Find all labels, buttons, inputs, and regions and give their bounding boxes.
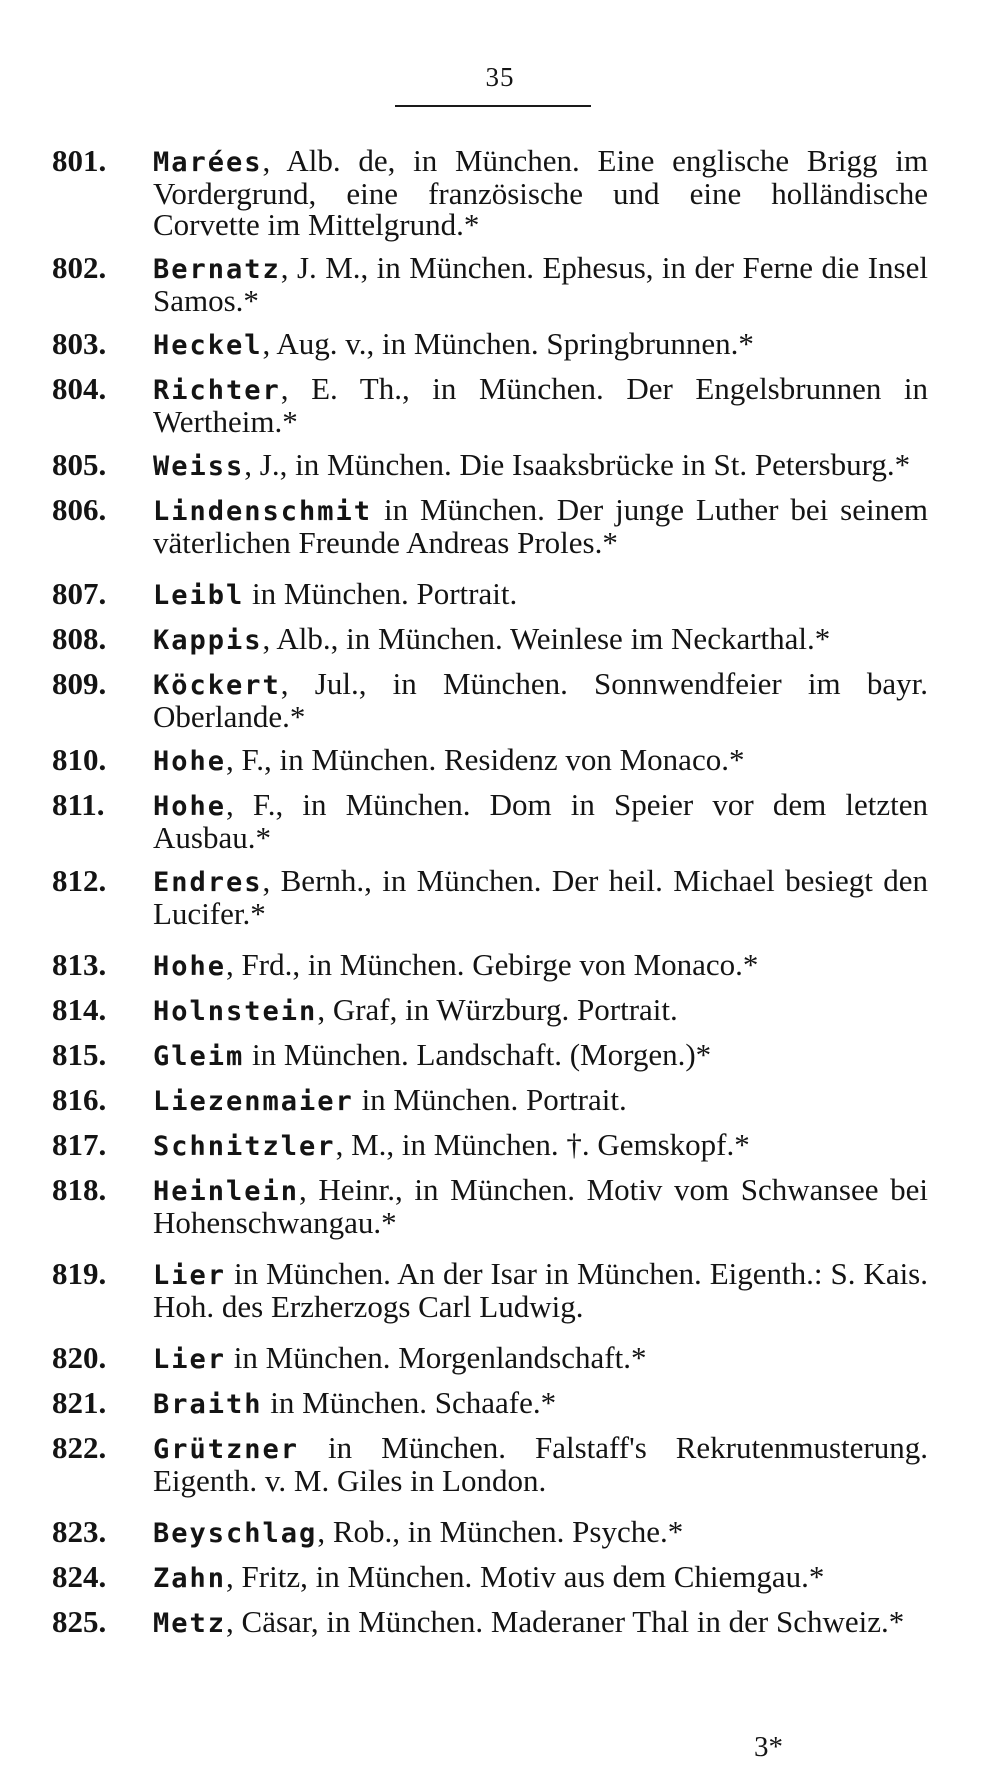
entry-text: , M., in München. †. Gemskopf.* (335, 1127, 750, 1162)
entry-text: , Graf, in Würzburg. Portrait. (317, 992, 678, 1027)
catalog-entry (52, 1432, 928, 1496)
artist-name: Hohe (153, 746, 227, 777)
entry-number: 821. (52, 1385, 107, 1420)
entry-text: in München. Landschaft. (Morgen.)* (244, 1037, 712, 1072)
catalog-entry (52, 252, 928, 316)
entry-text: , J., in München. Die Isaaksbrücke in St. Petersburg.* (244, 447, 911, 482)
entry-number: 818. (52, 1172, 107, 1207)
artist-name: Kappis (153, 625, 263, 656)
catalog-entry (52, 1258, 928, 1322)
artist-name: Grützner (153, 1434, 300, 1465)
artist-name: Heinlein (153, 1176, 300, 1207)
entry-number: 819. (52, 1256, 107, 1291)
entry-number: 816. (52, 1082, 107, 1117)
artist-name: Metz (153, 1608, 227, 1639)
entry-text: , Rob., in München. Psyche.* (317, 1514, 684, 1549)
catalog-entry (52, 1606, 928, 1639)
catalog-entry (52, 1387, 928, 1420)
entry-text: in München. Falstaff's Rekrutenmusterung. Eigenth. v. M. Giles in London. (153, 1430, 928, 1498)
catalog-entry (52, 449, 928, 482)
catalog-entries (52, 145, 928, 1651)
entry-text: , J. M., in München. Ephesus, in der Ferne die Insel Samos.* (153, 250, 928, 318)
entry-number: 820. (52, 1340, 107, 1375)
catalog-entry (52, 494, 928, 558)
artist-name: Hohe (153, 791, 227, 822)
catalog-entry (52, 668, 928, 732)
entry-number: 812. (52, 863, 107, 898)
artist-name: Braith (153, 1389, 263, 1420)
page-number: 35 (485, 62, 515, 92)
entry-number: 807. (52, 576, 107, 611)
artist-name: Heckel (153, 330, 263, 361)
entry-text: in München. Schaafe.* (262, 1385, 557, 1420)
entry-number: 822. (52, 1430, 107, 1465)
entry-text: , Bernh., in München. Der heil. Michael besiegt den Lucifer.* (153, 863, 928, 931)
catalog-entry (52, 789, 928, 853)
catalog-entry (52, 1039, 928, 1072)
artist-name: Leibl (153, 580, 245, 611)
header-rule (395, 105, 591, 107)
entry-text: , Aug. v., in München. Springbrunnen.* (262, 326, 754, 361)
entry-text: in München. Der junge Luther bei seinem väterlichen Freunde Andreas Proles.* (153, 492, 928, 560)
artist-name: Beyschlag (153, 1518, 318, 1549)
catalog-entry (52, 744, 928, 777)
catalog-entry (52, 865, 928, 929)
entry-number: 823. (52, 1514, 107, 1549)
artist-name: Zahn (153, 1563, 227, 1594)
catalog-entry (52, 623, 928, 656)
artist-name: Holnstein (153, 996, 318, 1027)
entry-text: , Fritz, in München. Motiv aus dem Chiemgau.* (226, 1559, 825, 1594)
entry-text: , Cäsar, in München. Maderaner Thal in der Schweiz.* (226, 1604, 905, 1639)
entry-number: 804. (52, 371, 107, 406)
artist-name: Marées (153, 147, 263, 178)
artist-name: Richter (153, 375, 281, 406)
artist-name: Liezenmaier (153, 1086, 354, 1117)
catalog-entry (52, 1516, 928, 1549)
entry-text: in München. Portrait. (244, 576, 518, 611)
artist-name: Köckert (153, 670, 281, 701)
catalog-entry (52, 1342, 928, 1375)
entry-number: 810. (52, 742, 107, 777)
artist-name: Endres (153, 867, 263, 898)
entry-number: 817. (52, 1127, 107, 1162)
entry-number: 801. (52, 143, 107, 178)
entry-text: , Alb., in München. Weinlese im Neckarthal.* (262, 621, 831, 656)
artist-name: Schnitzler (153, 1131, 336, 1162)
artist-name: Gleim (153, 1041, 245, 1072)
entry-number: 803. (52, 326, 107, 361)
artist-name: Weiss (153, 451, 245, 482)
artist-name: Lier (153, 1344, 227, 1375)
entry-text: , F., in München. Residenz von Monaco.* (226, 742, 745, 777)
entry-text: , Frd., in München. Gebirge von Monaco.* (226, 947, 759, 982)
catalog-entry (52, 578, 928, 611)
entry-text: in München. Portrait. (353, 1082, 627, 1117)
entry-number: 802. (52, 250, 107, 285)
entry-text: in München. An der Isar in München. Eigenth.: S. Kais. Hoh. des Erzherzogs Carl Ludwig. (153, 1256, 928, 1324)
entry-number: 825. (52, 1604, 107, 1639)
entry-number: 806. (52, 492, 107, 527)
artist-name: Bernatz (153, 254, 281, 285)
entry-number: 815. (52, 1037, 107, 1072)
entry-number: 824. (52, 1559, 107, 1594)
entry-number: 808. (52, 621, 107, 656)
catalog-entry (52, 145, 928, 240)
entry-number: 813. (52, 947, 107, 982)
entry-number: 805. (52, 447, 107, 482)
entry-text: , F., in München. Dom in Speier vor dem letzten Ausbau.* (153, 787, 928, 855)
entry-number: 811. (52, 787, 105, 822)
catalog-entry (52, 373, 928, 437)
entry-text: , Heinr., in München. Motiv vom Schwansee bei Hohenschwangau.* (153, 1172, 928, 1240)
entry-text: , Alb. de, in München. Eine englische Brigg im Vordergrund, eine französische und eine holländische Corvette im Mittelgrund.* (153, 143, 928, 242)
catalog-entry (52, 949, 928, 982)
catalog-entry (52, 1561, 928, 1594)
catalog-entry (52, 1084, 928, 1117)
catalog-entry (52, 1174, 928, 1238)
entry-text: , E. Th., in München. Der Engelsbrunnen in Wertheim.* (153, 371, 928, 439)
signature-mark: 3* (754, 1731, 783, 1763)
catalog-entry (52, 994, 928, 1027)
entry-text: , Jul., in München. Sonnwendfeier im bayr. Oberlande.* (153, 666, 928, 734)
entry-number: 809. (52, 666, 107, 701)
catalog-entry (52, 1129, 928, 1162)
catalog-entry (52, 328, 928, 361)
artist-name: Lindenschmit (153, 496, 373, 527)
entry-text: in München. Morgenlandschaft.* (226, 1340, 647, 1375)
artist-name: Hohe (153, 951, 227, 982)
artist-name: Lier (153, 1260, 227, 1291)
entry-number: 814. (52, 992, 107, 1027)
